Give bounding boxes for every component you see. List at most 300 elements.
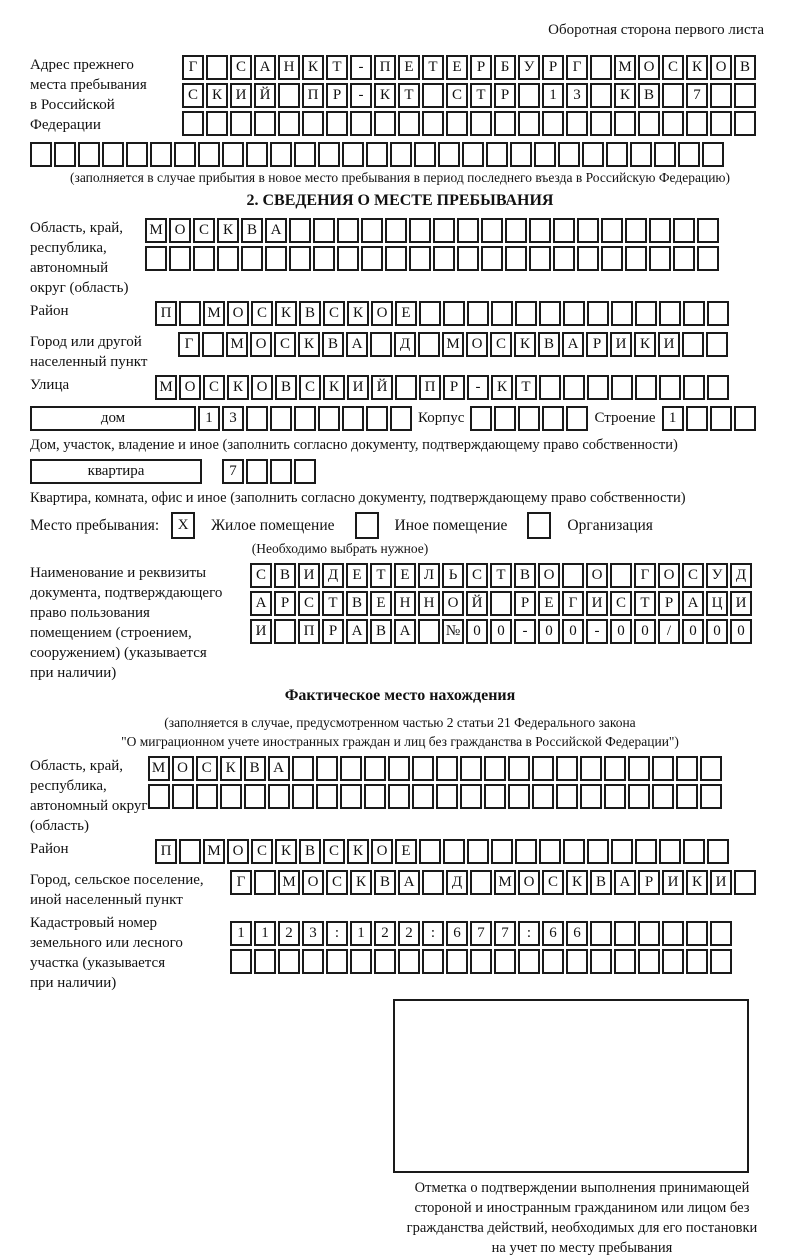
char-cell[interactable]: Е xyxy=(538,591,560,616)
char-cell[interactable] xyxy=(361,246,383,271)
char-cell[interactable] xyxy=(241,246,263,271)
char-cell[interactable]: П xyxy=(302,83,324,108)
char-cell[interactable]: А xyxy=(268,756,290,781)
char-cell[interactable] xyxy=(318,142,340,167)
char-cell[interactable] xyxy=(587,375,609,400)
char-cell[interactable] xyxy=(206,111,228,136)
char-cell[interactable]: М xyxy=(278,870,300,895)
char-cell[interactable] xyxy=(529,218,551,243)
char-cell[interactable]: Ь xyxy=(442,563,464,588)
char-cell[interactable]: 0 xyxy=(610,619,632,644)
char-cell[interactable]: 3 xyxy=(302,921,324,946)
char-cell[interactable] xyxy=(590,921,612,946)
char-cell[interactable]: В xyxy=(346,591,368,616)
char-cell[interactable] xyxy=(126,142,148,167)
char-cell[interactable]: К xyxy=(275,301,297,326)
char-cell[interactable] xyxy=(337,218,359,243)
char-cell[interactable]: С xyxy=(182,83,204,108)
char-cell[interactable]: С xyxy=(323,301,345,326)
char-cell[interactable] xyxy=(364,756,386,781)
char-cell[interactable] xyxy=(414,142,436,167)
char-cell[interactable] xyxy=(254,870,276,895)
char-cell[interactable]: П xyxy=(155,839,177,864)
char-cell[interactable]: 0 xyxy=(466,619,488,644)
char-cell[interactable] xyxy=(385,218,407,243)
char-cell[interactable] xyxy=(635,375,657,400)
char-cell[interactable]: 0 xyxy=(730,619,752,644)
char-cell[interactable] xyxy=(220,784,242,809)
char-cell[interactable]: Е xyxy=(346,563,368,588)
char-cell[interactable] xyxy=(486,142,508,167)
char-cell[interactable] xyxy=(563,839,585,864)
char-cell[interactable] xyxy=(418,332,440,357)
char-cell[interactable] xyxy=(635,839,657,864)
char-cell[interactable]: 1 xyxy=(230,921,252,946)
char-cell[interactable] xyxy=(563,375,585,400)
char-cell[interactable] xyxy=(313,218,335,243)
char-cell[interactable] xyxy=(467,301,489,326)
char-cell[interactable] xyxy=(182,111,204,136)
char-cell[interactable] xyxy=(326,111,348,136)
char-cell[interactable]: 1 xyxy=(198,406,220,431)
char-cell[interactable] xyxy=(419,301,441,326)
char-cell[interactable] xyxy=(606,142,628,167)
char-cell[interactable] xyxy=(534,142,556,167)
char-cell[interactable] xyxy=(294,406,316,431)
char-cell[interactable] xyxy=(601,218,623,243)
char-cell[interactable]: О xyxy=(179,375,201,400)
char-cell[interactable]: А xyxy=(346,332,368,357)
char-cell[interactable] xyxy=(350,949,372,974)
char-cell[interactable] xyxy=(673,246,695,271)
char-cell[interactable] xyxy=(418,619,440,644)
char-cell[interactable]: - xyxy=(350,55,372,80)
char-cell[interactable]: - xyxy=(467,375,489,400)
char-cell[interactable]: П xyxy=(155,301,177,326)
char-cell[interactable] xyxy=(206,55,228,80)
char-cell[interactable] xyxy=(686,949,708,974)
char-cell[interactable]: 6 xyxy=(542,921,564,946)
char-cell[interactable]: В xyxy=(241,218,263,243)
char-cell[interactable] xyxy=(683,301,705,326)
char-cell[interactable] xyxy=(706,332,728,357)
char-cell[interactable] xyxy=(542,949,564,974)
char-cell[interactable] xyxy=(638,949,660,974)
char-cell[interactable] xyxy=(710,406,732,431)
char-cell[interactable]: А xyxy=(254,55,276,80)
char-cell[interactable]: Й xyxy=(371,375,393,400)
char-cell[interactable] xyxy=(505,218,527,243)
char-cell[interactable]: Д xyxy=(730,563,752,588)
char-cell[interactable]: И xyxy=(298,563,320,588)
char-cell[interactable] xyxy=(707,301,729,326)
char-cell[interactable] xyxy=(638,111,660,136)
char-cell[interactable] xyxy=(268,784,290,809)
char-cell[interactable] xyxy=(587,839,609,864)
char-cell[interactable] xyxy=(244,784,266,809)
char-cell[interactable] xyxy=(145,246,167,271)
char-cell[interactable] xyxy=(395,375,417,400)
char-cell[interactable] xyxy=(246,459,268,484)
char-cell[interactable] xyxy=(54,142,76,167)
char-cell[interactable]: Й xyxy=(254,83,276,108)
char-cell[interactable] xyxy=(316,756,338,781)
char-cell[interactable]: В xyxy=(299,301,321,326)
char-cell[interactable]: 0 xyxy=(562,619,584,644)
char-cell[interactable] xyxy=(662,949,684,974)
char-cell[interactable]: И xyxy=(250,619,272,644)
char-cell[interactable] xyxy=(734,870,756,895)
char-cell[interactable] xyxy=(566,406,588,431)
char-cell[interactable] xyxy=(652,756,674,781)
char-cell[interactable] xyxy=(419,839,441,864)
char-cell[interactable]: Е xyxy=(446,55,468,80)
char-cell[interactable] xyxy=(659,301,681,326)
kvartira-type-box[interactable]: квартира xyxy=(30,459,202,484)
char-cell[interactable]: М xyxy=(614,55,636,80)
char-cell[interactable] xyxy=(337,246,359,271)
char-cell[interactable]: Д xyxy=(322,563,344,588)
char-cell[interactable] xyxy=(467,839,489,864)
char-cell[interactable] xyxy=(374,949,396,974)
char-cell[interactable] xyxy=(443,839,465,864)
char-cell[interactable]: Р xyxy=(514,591,536,616)
char-cell[interactable]: И xyxy=(586,591,608,616)
char-cell[interactable] xyxy=(556,756,578,781)
char-cell[interactable]: О xyxy=(251,375,273,400)
char-cell[interactable] xyxy=(734,406,756,431)
char-cell[interactable]: Т xyxy=(322,591,344,616)
char-cell[interactable]: В xyxy=(299,839,321,864)
char-cell[interactable]: К xyxy=(566,870,588,895)
char-cell[interactable]: / xyxy=(658,619,680,644)
char-cell[interactable] xyxy=(246,406,268,431)
char-cell[interactable]: К xyxy=(302,55,324,80)
char-cell[interactable] xyxy=(628,784,650,809)
char-cell[interactable] xyxy=(217,246,239,271)
char-cell[interactable]: 0 xyxy=(634,619,656,644)
char-cell[interactable] xyxy=(611,375,633,400)
char-cell[interactable]: С xyxy=(299,375,321,400)
char-cell[interactable]: А xyxy=(265,218,287,243)
char-cell[interactable] xyxy=(587,301,609,326)
char-cell[interactable]: П xyxy=(419,375,441,400)
char-cell[interactable]: Е xyxy=(395,839,417,864)
char-cell[interactable] xyxy=(638,921,660,946)
char-cell[interactable]: Н xyxy=(278,55,300,80)
char-cell[interactable] xyxy=(361,218,383,243)
char-cell[interactable] xyxy=(246,142,268,167)
char-cell[interactable]: С xyxy=(196,756,218,781)
char-cell[interactable]: Р xyxy=(322,619,344,644)
char-cell[interactable] xyxy=(422,111,444,136)
char-cell[interactable]: О xyxy=(169,218,191,243)
char-cell[interactable] xyxy=(659,839,681,864)
char-cell[interactable]: К xyxy=(347,839,369,864)
char-cell[interactable]: Г xyxy=(230,870,252,895)
char-cell[interactable] xyxy=(686,406,708,431)
char-cell[interactable] xyxy=(518,83,540,108)
char-cell[interactable] xyxy=(702,142,724,167)
char-cell[interactable]: Й xyxy=(466,591,488,616)
char-cell[interactable] xyxy=(78,142,100,167)
char-cell[interactable] xyxy=(270,406,292,431)
char-cell[interactable]: Р xyxy=(638,870,660,895)
char-cell[interactable] xyxy=(422,870,444,895)
char-cell[interactable] xyxy=(510,142,532,167)
char-cell[interactable] xyxy=(505,246,527,271)
char-cell[interactable] xyxy=(196,784,218,809)
char-cell[interactable] xyxy=(649,246,671,271)
char-cell[interactable] xyxy=(635,301,657,326)
char-cell[interactable] xyxy=(566,111,588,136)
char-cell[interactable]: К xyxy=(350,870,372,895)
char-cell[interactable] xyxy=(686,921,708,946)
char-cell[interactable]: О xyxy=(466,332,488,357)
char-cell[interactable]: С xyxy=(610,591,632,616)
char-cell[interactable] xyxy=(686,111,708,136)
char-cell[interactable]: 1 xyxy=(662,406,684,431)
char-cell[interactable]: В xyxy=(322,332,344,357)
char-cell[interactable] xyxy=(436,756,458,781)
char-cell[interactable]: О xyxy=(250,332,272,357)
char-cell[interactable]: М xyxy=(203,301,225,326)
char-cell[interactable] xyxy=(508,756,530,781)
char-cell[interactable]: С xyxy=(490,332,512,357)
char-cell[interactable]: Г xyxy=(634,563,656,588)
char-cell[interactable] xyxy=(577,246,599,271)
char-cell[interactable] xyxy=(265,246,287,271)
char-cell[interactable] xyxy=(734,111,756,136)
char-cell[interactable] xyxy=(436,784,458,809)
char-cell[interactable] xyxy=(254,111,276,136)
char-cell[interactable] xyxy=(202,332,224,357)
char-cell[interactable]: О xyxy=(658,563,680,588)
char-cell[interactable]: О xyxy=(371,301,393,326)
char-cell[interactable] xyxy=(518,111,540,136)
char-cell[interactable]: Т xyxy=(470,83,492,108)
char-cell[interactable] xyxy=(697,246,719,271)
char-cell[interactable]: 0 xyxy=(538,619,560,644)
char-cell[interactable]: 0 xyxy=(682,619,704,644)
char-cell[interactable] xyxy=(470,111,492,136)
char-cell[interactable] xyxy=(582,142,604,167)
char-cell[interactable] xyxy=(682,332,704,357)
char-cell[interactable] xyxy=(350,111,372,136)
char-cell[interactable]: И xyxy=(347,375,369,400)
char-cell[interactable]: Е xyxy=(370,591,392,616)
char-cell[interactable]: Р xyxy=(586,332,608,357)
char-cell[interactable]: Р xyxy=(658,591,680,616)
char-cell[interactable]: 2 xyxy=(278,921,300,946)
char-cell[interactable]: С xyxy=(446,83,468,108)
char-cell[interactable]: С xyxy=(203,375,225,400)
char-cell[interactable]: Е xyxy=(398,55,420,80)
char-cell[interactable] xyxy=(254,949,276,974)
char-cell[interactable]: С xyxy=(662,55,684,80)
char-cell[interactable]: П xyxy=(298,619,320,644)
char-cell[interactable]: К xyxy=(491,375,513,400)
char-cell[interactable]: В xyxy=(638,83,660,108)
char-cell[interactable] xyxy=(366,142,388,167)
char-cell[interactable] xyxy=(707,839,729,864)
char-cell[interactable] xyxy=(302,111,324,136)
char-cell[interactable] xyxy=(278,111,300,136)
char-cell[interactable]: Е xyxy=(395,301,417,326)
char-cell[interactable] xyxy=(604,784,626,809)
char-cell[interactable]: 0 xyxy=(706,619,728,644)
char-cell[interactable] xyxy=(148,784,170,809)
char-cell[interactable] xyxy=(460,784,482,809)
char-cell[interactable] xyxy=(422,949,444,974)
char-cell[interactable] xyxy=(539,375,561,400)
char-cell[interactable] xyxy=(385,246,407,271)
char-cell[interactable] xyxy=(172,784,194,809)
char-cell[interactable] xyxy=(542,406,564,431)
char-cell[interactable]: О xyxy=(538,563,560,588)
char-cell[interactable]: К xyxy=(686,870,708,895)
char-cell[interactable] xyxy=(481,246,503,271)
char-cell[interactable] xyxy=(457,246,479,271)
char-cell[interactable]: С xyxy=(323,839,345,864)
char-cell[interactable]: С xyxy=(193,218,215,243)
char-cell[interactable]: М xyxy=(494,870,516,895)
char-cell[interactable] xyxy=(294,459,316,484)
char-cell[interactable]: А xyxy=(250,591,272,616)
char-cell[interactable]: К xyxy=(220,756,242,781)
char-cell[interactable] xyxy=(313,246,335,271)
char-cell[interactable] xyxy=(515,839,537,864)
char-cell[interactable] xyxy=(292,784,314,809)
char-cell[interactable]: Р xyxy=(494,83,516,108)
char-cell[interactable]: М xyxy=(226,332,248,357)
char-cell[interactable]: Т xyxy=(515,375,537,400)
char-cell[interactable] xyxy=(342,406,364,431)
char-cell[interactable]: Р xyxy=(443,375,465,400)
char-cell[interactable] xyxy=(443,301,465,326)
char-cell[interactable]: К xyxy=(227,375,249,400)
residence-checkbox-zhiloe[interactable]: X xyxy=(171,512,195,539)
char-cell[interactable]: М xyxy=(442,332,464,357)
char-cell[interactable] xyxy=(539,301,561,326)
char-cell[interactable] xyxy=(412,784,434,809)
char-cell[interactable]: М xyxy=(203,839,225,864)
char-cell[interactable] xyxy=(614,111,636,136)
char-cell[interactable] xyxy=(470,949,492,974)
char-cell[interactable]: О xyxy=(302,870,324,895)
char-cell[interactable] xyxy=(614,949,636,974)
char-cell[interactable]: Д xyxy=(394,332,416,357)
char-cell[interactable]: И xyxy=(730,591,752,616)
char-cell[interactable]: К xyxy=(217,218,239,243)
char-cell[interactable] xyxy=(470,406,492,431)
char-cell[interactable] xyxy=(30,142,52,167)
char-cell[interactable]: К xyxy=(686,55,708,80)
char-cell[interactable]: К xyxy=(347,301,369,326)
char-cell[interactable]: В xyxy=(514,563,536,588)
char-cell[interactable]: К xyxy=(374,83,396,108)
char-cell[interactable] xyxy=(150,142,172,167)
char-cell[interactable] xyxy=(342,142,364,167)
char-cell[interactable] xyxy=(590,949,612,974)
char-cell[interactable]: К xyxy=(323,375,345,400)
char-cell[interactable] xyxy=(700,784,722,809)
char-cell[interactable]: К xyxy=(614,83,636,108)
char-cell[interactable]: Р xyxy=(542,55,564,80)
char-cell[interactable] xyxy=(532,756,554,781)
char-cell[interactable] xyxy=(566,949,588,974)
char-cell[interactable] xyxy=(390,142,412,167)
char-cell[interactable] xyxy=(278,83,300,108)
char-cell[interactable] xyxy=(222,142,244,167)
char-cell[interactable] xyxy=(515,301,537,326)
char-cell[interactable]: Б xyxy=(494,55,516,80)
char-cell[interactable]: С xyxy=(298,591,320,616)
char-cell[interactable]: К xyxy=(514,332,536,357)
char-cell[interactable] xyxy=(169,246,191,271)
char-cell[interactable] xyxy=(683,375,705,400)
char-cell[interactable] xyxy=(270,142,292,167)
char-cell[interactable]: С xyxy=(250,563,272,588)
char-cell[interactable] xyxy=(174,142,196,167)
char-cell[interactable]: 3 xyxy=(222,406,244,431)
char-cell[interactable] xyxy=(433,246,455,271)
char-cell[interactable] xyxy=(364,784,386,809)
char-cell[interactable]: О xyxy=(371,839,393,864)
char-cell[interactable] xyxy=(630,142,652,167)
char-cell[interactable] xyxy=(457,218,479,243)
char-cell[interactable]: 7 xyxy=(686,83,708,108)
char-cell[interactable] xyxy=(484,756,506,781)
char-cell[interactable] xyxy=(470,870,492,895)
char-cell[interactable]: С xyxy=(326,870,348,895)
char-cell[interactable]: В xyxy=(370,619,392,644)
char-cell[interactable] xyxy=(398,949,420,974)
char-cell[interactable] xyxy=(491,301,513,326)
char-cell[interactable] xyxy=(388,756,410,781)
char-cell[interactable]: 7 xyxy=(222,459,244,484)
char-cell[interactable]: 6 xyxy=(566,921,588,946)
char-cell[interactable] xyxy=(102,142,124,167)
char-cell[interactable] xyxy=(625,218,647,243)
char-cell[interactable] xyxy=(270,459,292,484)
char-cell[interactable] xyxy=(388,784,410,809)
char-cell[interactable] xyxy=(601,246,623,271)
char-cell[interactable]: Г xyxy=(182,55,204,80)
char-cell[interactable]: И xyxy=(710,870,732,895)
char-cell[interactable] xyxy=(697,218,719,243)
char-cell[interactable]: У xyxy=(706,563,728,588)
char-cell[interactable] xyxy=(422,83,444,108)
char-cell[interactable] xyxy=(374,111,396,136)
char-cell[interactable]: 3 xyxy=(566,83,588,108)
char-cell[interactable] xyxy=(446,949,468,974)
char-cell[interactable]: И xyxy=(230,83,252,108)
char-cell[interactable] xyxy=(230,949,252,974)
char-cell[interactable]: С xyxy=(542,870,564,895)
char-cell[interactable]: Г xyxy=(566,55,588,80)
char-cell[interactable] xyxy=(398,111,420,136)
char-cell[interactable] xyxy=(340,756,362,781)
char-cell[interactable] xyxy=(340,784,362,809)
char-cell[interactable] xyxy=(433,218,455,243)
char-cell[interactable] xyxy=(179,839,201,864)
char-cell[interactable]: Г xyxy=(178,332,200,357)
char-cell[interactable] xyxy=(562,563,584,588)
char-cell[interactable]: Т xyxy=(370,563,392,588)
char-cell[interactable] xyxy=(611,301,633,326)
char-cell[interactable]: 7 xyxy=(470,921,492,946)
